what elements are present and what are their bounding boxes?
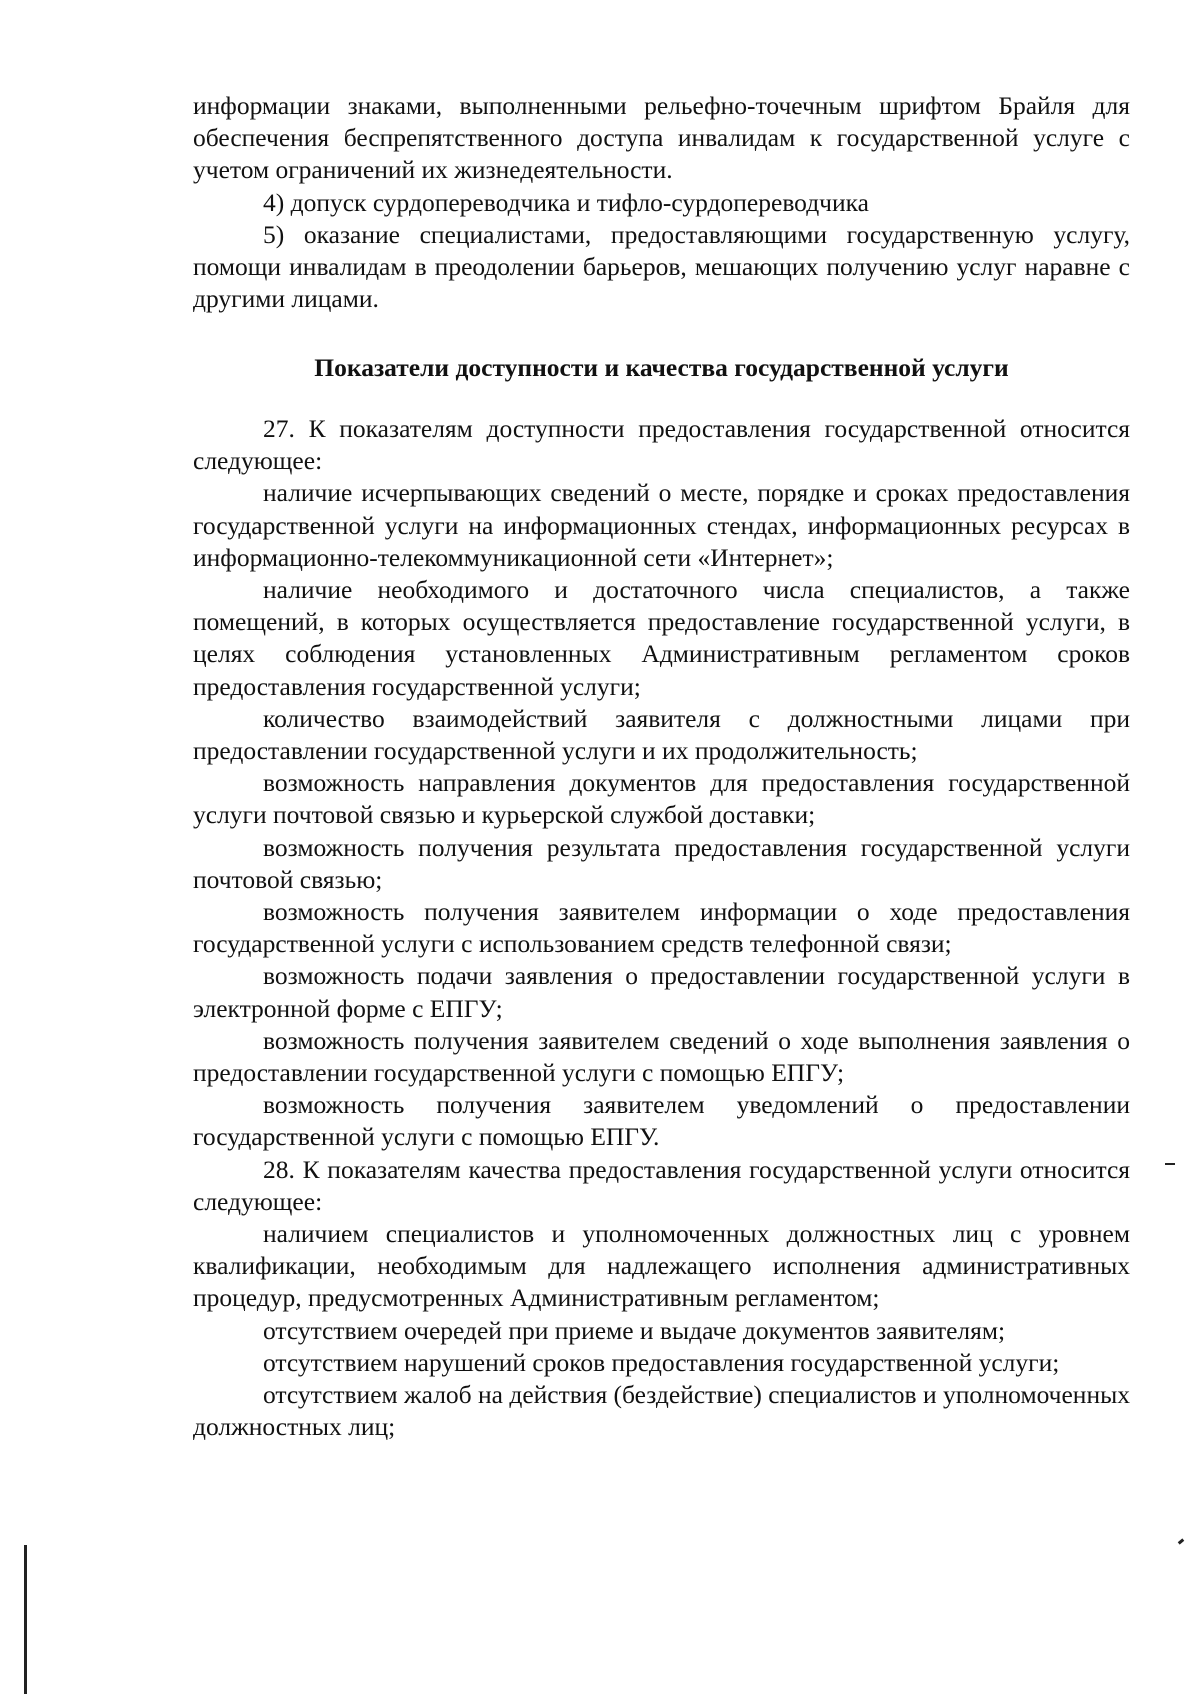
- paragraph: количество взаимодействий заявителя с должностными лицами при предоставлении государственной услуги и их продолжительность;: [193, 703, 1130, 766]
- paragraph: возможность получения результата предоставления государственной услуги почтовой связью;: [193, 832, 1130, 894]
- body-text: [193, 413, 1130, 1444]
- paragraph: 5) оказание специалистами, предоставляющими государственную услугу, помощи инвалидам в преодолении барьеров, мешающих получению услуг наравне с другими лицами.: [193, 219, 1130, 314]
- paragraph: возможность направления документов для предоставления государственной услуги почтовой связью и курьерской службой доставки;: [193, 768, 1130, 830]
- scan-speck: [1178, 1538, 1185, 1544]
- paragraph: возможность получения заявителем уведомлений о предоставлении государственной услуги с помощью ЕПГУ.: [193, 1090, 1130, 1152]
- scan-edge-line: [24, 1545, 27, 1694]
- paragraph: 4) допуск сурдопереводчика и тифло-сурдопереводчика: [263, 187, 869, 217]
- intro-text: [193, 90, 1130, 315]
- paragraph: информации знаками, выполненными рельефно-точечным шрифтом Брайля для обеспечения беспрепятственного доступа инвалидам к государственной услуге с учетом ограничений их жизнедеятельности.: [193, 91, 1130, 185]
- paragraph: отсутствием жалоб на действия (бездействие) специалистов и уполномоченных должностных лиц;: [193, 1380, 1130, 1442]
- paragraph: возможность подачи заявления о предоставлении государственной услуги в электронной форме с ЕПГУ;: [193, 961, 1130, 1023]
- paragraph: 28. К показателям качества предоставления государственной услуги относится следующее:: [193, 1154, 1130, 1216]
- paragraph: наличие исчерпывающих сведений о месте, порядке и сроках предоставления государственной услуги на информационных стендах, информационных ресурсах в информационно-телекоммуникационной сети «Интернет»;: [193, 478, 1130, 572]
- paragraph: отсутствием нарушений сроков предоставления государственной услуги;: [263, 1347, 1060, 1377]
- scan-speck: [1165, 1163, 1175, 1165]
- paragraph: наличие необходимого и достаточного числа специалистов, а также помещений, в которых осуществляется предоставление государственной услуги, в целях соблюдения установленных Административным регламентом сроков предоставления государственной услуги;: [193, 575, 1130, 701]
- paragraph: 27. К показателям доступности предоставления государственной относится следующее:: [193, 414, 1130, 476]
- paragraph: возможность получения заявителем сведений о ходе выполнения заявления о предоставлении государственной услуги с помощью ЕПГУ;: [193, 1025, 1130, 1088]
- section-heading: Показатели доступности и качества государственной услуги: [314, 353, 1009, 382]
- paragraph: возможность получения заявителем информации о ходе предоставления государственной услуги с использованием средств телефонной связи;: [193, 897, 1130, 959]
- paragraph: наличием специалистов и уполномоченных должностных лиц с уровнем квалификации, необходимым для надлежащего исполнения административных процедур, предусмотренных Административным регламентом;: [193, 1219, 1130, 1313]
- paragraph: отсутствием очередей при приеме и выдаче документов заявителям;: [263, 1315, 1006, 1345]
